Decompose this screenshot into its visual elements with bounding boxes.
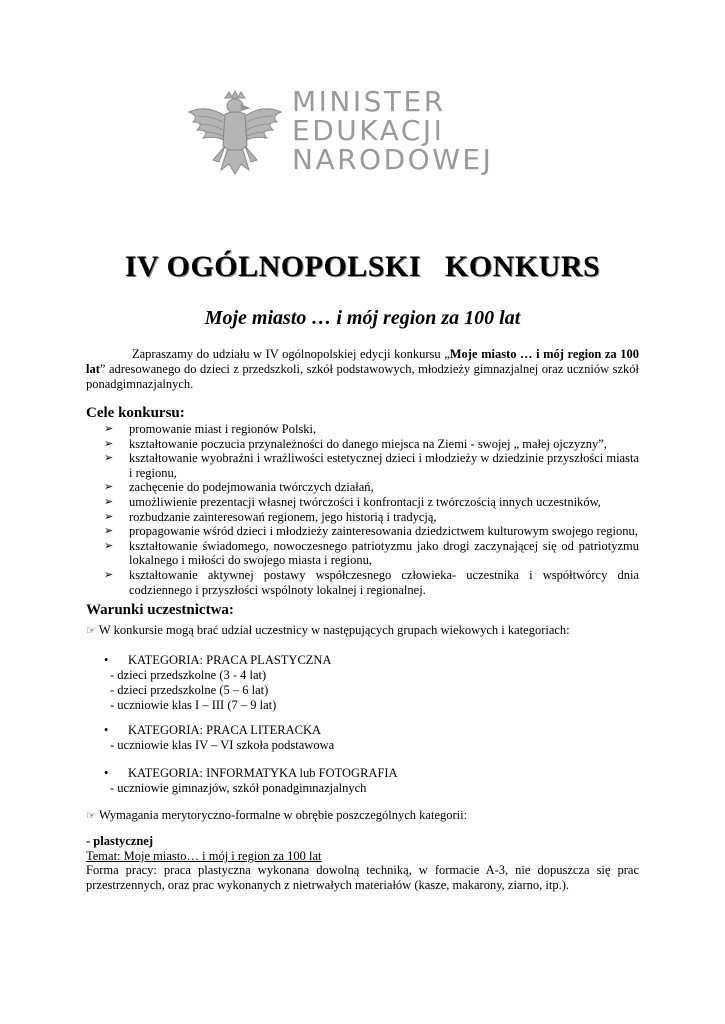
arrow-bullet-icon: ➢ <box>104 436 114 450</box>
ministry-line-3: NARODOWEJ <box>292 143 494 176</box>
arrow-bullet-icon: ➢ <box>104 538 114 552</box>
age-group: - dzieci przedszkolne (5 – 6 lat) <box>110 683 269 697</box>
intro-text-2: ” adresowanego do dzieci z przedszkoli, szkół podstawowych, młodzieży gimnazjalnej oraz uczniów szkół ponadgimnazjalnych. <box>86 362 639 391</box>
intro-text-1: Zapraszamy do udziału w IV ogólnopolskiej edycji konkursu „ <box>132 347 450 361</box>
goal-item: ➢ umożliwienie prezentacji własnej twórczości i konfrontacji z twórczością innych uczestników, <box>104 494 601 509</box>
arrow-bullet-icon: ➢ <box>104 451 114 465</box>
arrow-bullet-icon: ➢ <box>104 480 114 494</box>
pointing-hand-icon: ☞ <box>86 624 96 637</box>
category-informatics: • KATEGORIA: INFORMATYKA lub FOTOGRAFIA <box>104 766 398 780</box>
conditions-intro: ☞ W konkursie mogą brać udział uczestnicy w następujących grupach wiekowych i kategoriach: <box>86 623 570 637</box>
arrow-bullet-icon: ➢ <box>104 509 114 523</box>
requirements-intro: ☞ Wymagania merytoryczno-formalne w obrębie poszczególnych kategorii: <box>86 808 468 822</box>
pointing-hand-icon: ☞ <box>86 809 96 822</box>
arrow-bullet-icon: ➢ <box>104 494 114 508</box>
arrow-bullet-icon: ➢ <box>104 524 114 538</box>
goal-item: ➢ kształtowanie wyobraźni i wrażliwości estetycznej dzieci i młodzieży w dziedzinie przyszłości miasta i regionu, <box>104 451 639 480</box>
goal-item: ➢ promowanie miast i regionów Polski, <box>104 422 317 436</box>
intro-paragraph <box>86 347 639 392</box>
arrow-bullet-icon: ➢ <box>104 567 114 581</box>
goal-item: ➢ propagowanie wśród dzieci i młodzieży zainteresowania dziedzictwem kulturowym swojego regionu, <box>104 524 638 539</box>
ministry-line-2: EDUKACJI <box>292 114 445 147</box>
plastic-form: Forma pracy: praca plastyczna wykonana dowolną techniką, w formacie A-3, nie dopuszcza się prac przestrzennych, oraz prac wykonanych z nietrwałych materiałów (kasze, makarony, ziarno, itp.). <box>86 863 639 892</box>
intro-contest-name: Moje miasto … i mój region za 100 lat <box>86 347 639 376</box>
goal-item: ➢ rozbudzanie zainteresowań regionem, jego historią i tradycją, <box>104 509 437 524</box>
goals-heading: Cele konkursu: <box>86 405 185 421</box>
age-group: - uczniowie gimnazjów, szkół ponadgimnazjalnych <box>110 781 367 795</box>
plastic-label: - plastycznej <box>86 834 153 848</box>
page-title: IV OGÓLNOPOLSKI KONKURS <box>124 250 601 283</box>
goals-list <box>86 422 639 597</box>
ministry-name <box>292 85 494 176</box>
age-group: - uczniowie klas IV – VI szkoła podstawowa <box>110 738 335 752</box>
age-group: - dzieci przedszkolne (3 - 4 lat) <box>110 668 267 682</box>
age-group: - uczniowie klas I – III (7 – 9 lat) <box>110 698 277 712</box>
eagle-emblem-icon <box>185 90 285 188</box>
arrow-bullet-icon: ➢ <box>104 422 114 435</box>
goal-item: ➢ zachęcenie do podejmowania twórczych działań, <box>104 480 374 495</box>
plastic-theme: Temat: Moje miasto… i mój i region za 100 lat <box>86 849 322 863</box>
bullet-dot-icon: • <box>104 766 109 780</box>
bullet-dot-icon: • <box>104 653 109 667</box>
goal-item: ➢ kształtowanie świadomego, nowoczesnego patriotyzmu jako drogi zaczynającej się od patriotyzmu lokalnego i miłości do swojego miasta i regionu, <box>104 538 639 568</box>
ministry-logo <box>185 85 585 188</box>
ministry-line-1: MINISTER <box>292 85 446 118</box>
category-plastic: • KATEGORIA: PRACA PLASTYCZNA <box>104 653 332 667</box>
conditions-heading: Warunki uczestnictwa: <box>86 602 234 618</box>
goal-item: ➢ kształtowanie poczucia przynależności do danego miejsca na Ziemi - swojej „ małej ojczyzny”, <box>104 436 607 451</box>
bullet-dot-icon: • <box>104 723 109 737</box>
category-literary: • KATEGORIA: PRACA LITERACKA <box>104 723 322 737</box>
goal-item: ➢ kształtowanie aktywnej postawy współczesnego człowieka- uczestnika i współtwórcy dnia codziennego i przyszłości wspólnoty lokalnej i regionalnej. <box>104 567 639 597</box>
page-subtitle: Moje miasto … i mój region za 100 lat <box>204 307 521 329</box>
